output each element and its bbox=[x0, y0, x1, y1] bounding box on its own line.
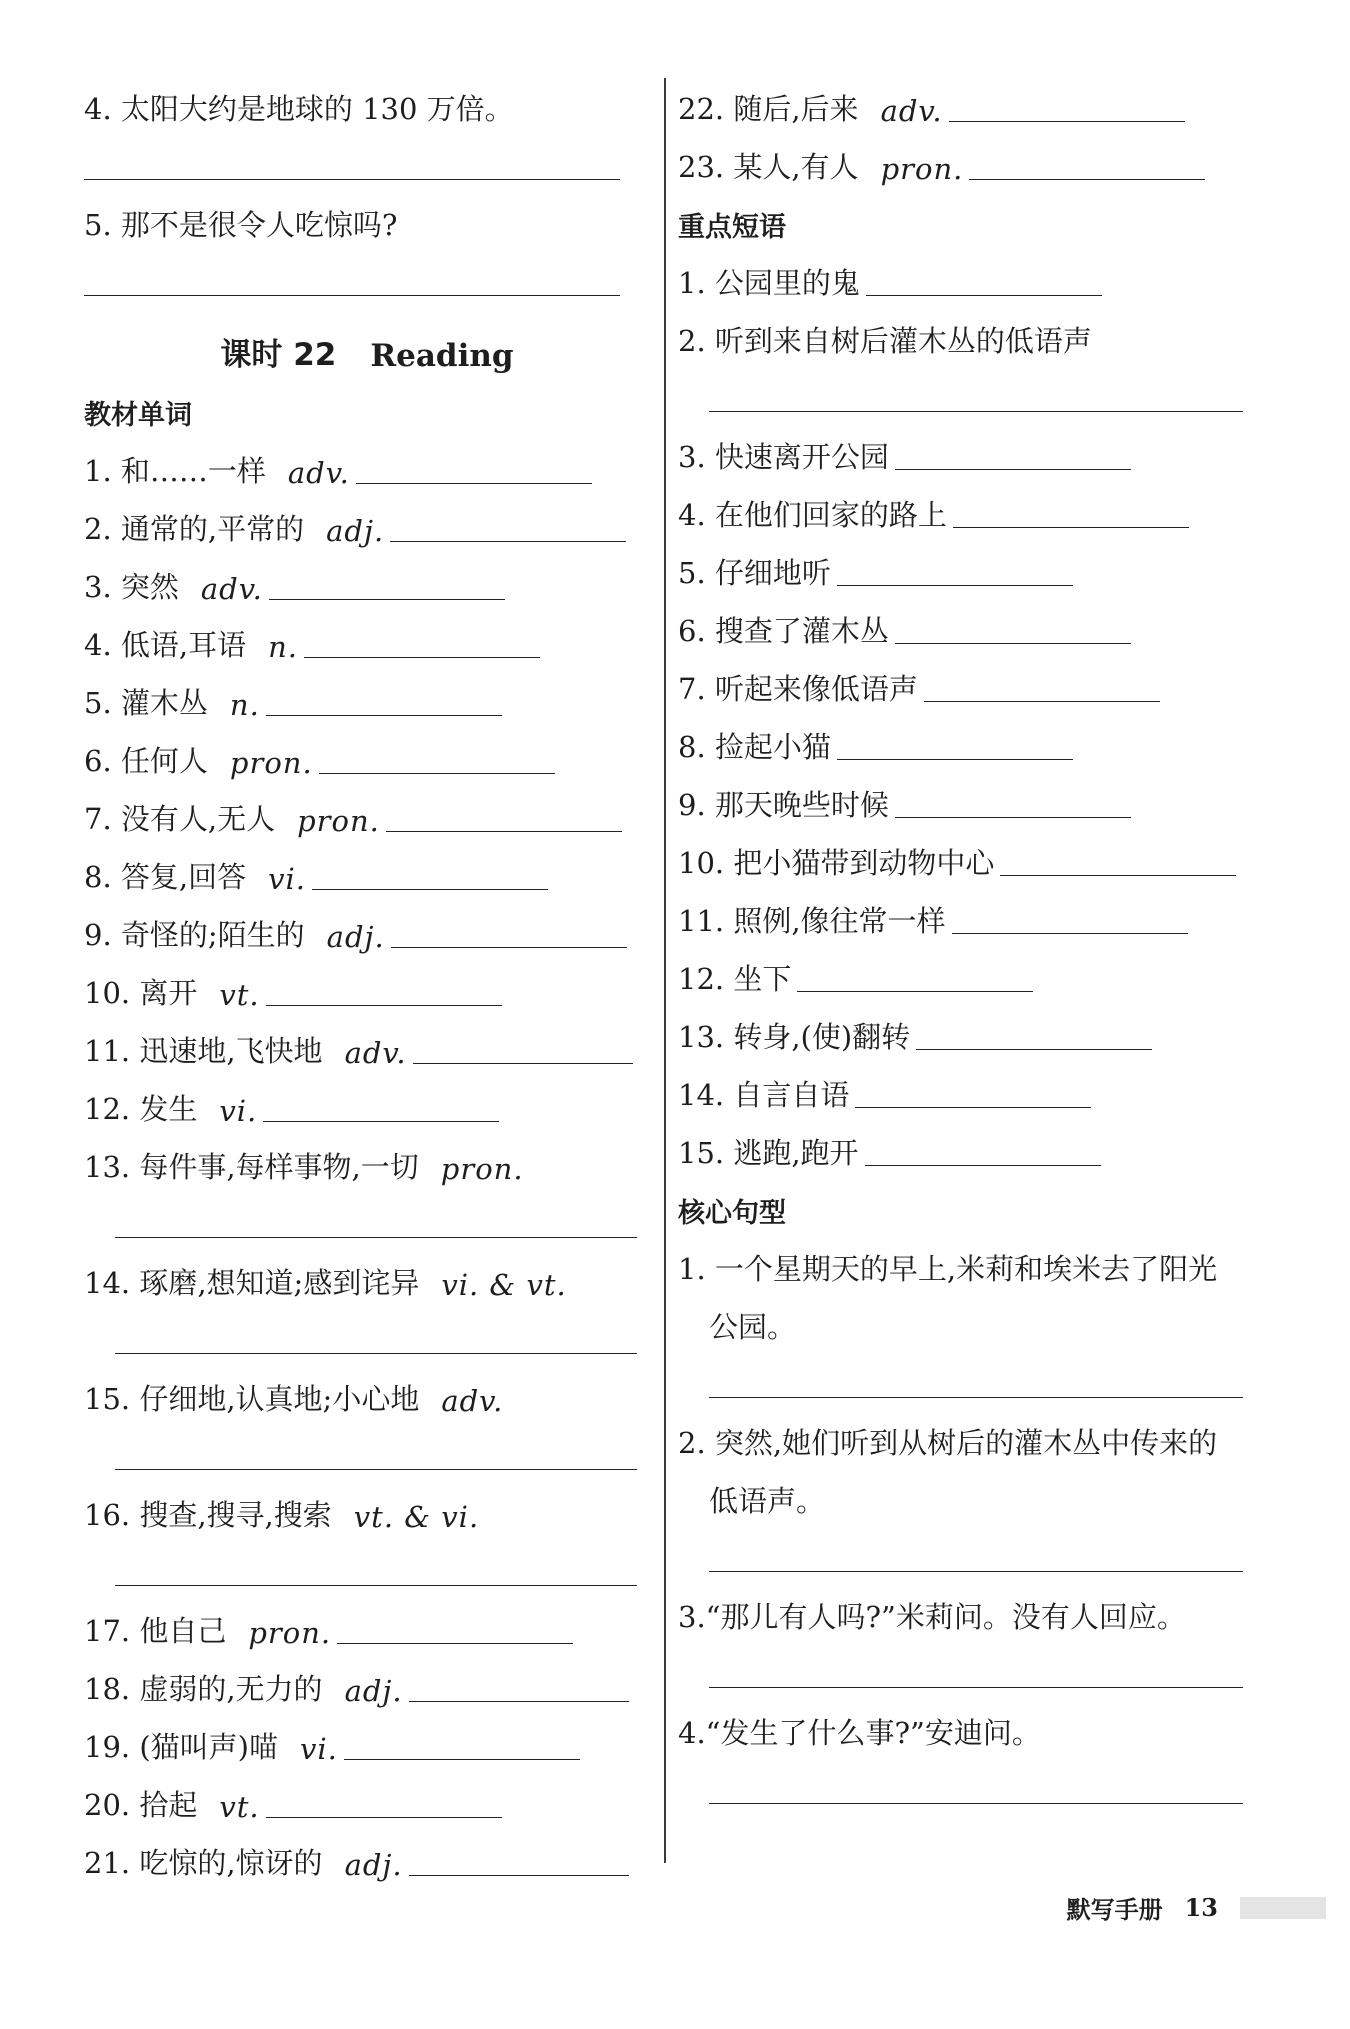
vocab-item: 5. 灌木丛 n. bbox=[84, 664, 650, 722]
answer-line[interactable] bbox=[84, 128, 650, 186]
answer-line[interactable] bbox=[797, 990, 1033, 992]
section-heading-words: 教材单词 bbox=[84, 400, 192, 431]
vocab-item: 4. 低语,耳语 n. bbox=[84, 606, 650, 664]
vocab-item: 1. 和……一样 adv. bbox=[84, 432, 650, 490]
answer-line[interactable] bbox=[678, 1752, 1250, 1810]
answer-line[interactable] bbox=[386, 830, 622, 832]
phrase-item: 6. 搜查了灌木丛 bbox=[678, 592, 1250, 650]
answer-line[interactable] bbox=[1000, 874, 1236, 876]
answer-line[interactable] bbox=[865, 1164, 1101, 1166]
vocab-item: 18. 虚弱的,无力的 adj. bbox=[84, 1650, 650, 1708]
answer-line[interactable] bbox=[263, 1120, 499, 1122]
phrase-item: 5. 仔细地听 bbox=[678, 534, 1250, 592]
footer-label: 默写手册 bbox=[1066, 1896, 1163, 1924]
phrase-item: 12. 坐下 bbox=[678, 940, 1250, 998]
lesson-title: 课时 22 Reading bbox=[220, 337, 514, 374]
vocab-item: 2. 通常的,平常的 adj. bbox=[84, 490, 650, 548]
phrase-item: 7. 听起来像低语声 bbox=[678, 650, 1250, 708]
section-heading-sentences: 核心句型 bbox=[678, 1198, 786, 1229]
answer-line[interactable] bbox=[337, 1642, 573, 1644]
answer-line[interactable] bbox=[266, 1816, 502, 1818]
vocab-item: 12. 发生 vi. bbox=[84, 1070, 650, 1128]
vocab-item: 7. 没有人,无人 pron. bbox=[84, 780, 650, 838]
answer-line[interactable] bbox=[895, 468, 1131, 470]
answer-line[interactable] bbox=[391, 946, 627, 948]
answer-line[interactable] bbox=[84, 1418, 650, 1476]
phrase-item: 2. 听到来自树后灌木丛的低语声 bbox=[678, 324, 1092, 358]
answer-line[interactable] bbox=[895, 642, 1131, 644]
vocab-item: 22. 随后,后来 adv. bbox=[678, 70, 1250, 128]
answer-line[interactable] bbox=[413, 1062, 633, 1064]
footer-bar bbox=[1240, 1897, 1326, 1919]
vocab-item: 10. 离开 vt. bbox=[84, 954, 650, 1012]
answer-line[interactable] bbox=[84, 1534, 650, 1592]
vocab-item: 21. 吃惊的,惊讶的 adj. bbox=[84, 1824, 650, 1882]
answer-line[interactable] bbox=[949, 120, 1185, 122]
vocab-item: 3. 突然 adv. bbox=[84, 548, 650, 606]
answer-line[interactable] bbox=[312, 888, 548, 890]
answer-line[interactable] bbox=[266, 1004, 502, 1006]
sentence-item: 3.“那儿有人吗?”米莉问。没有人回应。 bbox=[678, 1600, 1186, 1634]
answer-line[interactable] bbox=[356, 482, 592, 484]
answer-line[interactable] bbox=[953, 526, 1189, 528]
vocab-item: 23. 某人,有人 pron. bbox=[678, 128, 1250, 186]
phrase-item: 10. 把小猫带到动物中心 bbox=[678, 824, 1250, 882]
answer-line[interactable] bbox=[409, 1874, 629, 1876]
answer-line[interactable] bbox=[678, 1636, 1250, 1694]
answer-line[interactable] bbox=[84, 1186, 650, 1244]
vocab-item: 11. 迅速地,飞快地 adv. bbox=[84, 1012, 650, 1070]
phrase-item: 14. 自言自语 bbox=[678, 1056, 1250, 1114]
answer-line[interactable] bbox=[855, 1106, 1091, 1108]
question-item: 4. 太阳大约是地球的 130 万倍。 bbox=[84, 92, 514, 126]
phrase-item: 3. 快速离开公园 bbox=[678, 418, 1250, 476]
right-column bbox=[678, 70, 1250, 1810]
phrase-item: 11. 照例,像往常一样 bbox=[678, 882, 1250, 940]
answer-line[interactable] bbox=[895, 816, 1131, 818]
vocab-item: 14. 琢磨,想知道;感到诧异 vi. & vt. bbox=[84, 1266, 567, 1302]
page-number: 13 bbox=[1184, 1893, 1218, 1922]
vocab-item: 15. 仔细地,认真地;小心地 adv. bbox=[84, 1382, 504, 1418]
answer-line[interactable] bbox=[837, 758, 1073, 760]
section-heading-phrases: 重点短语 bbox=[678, 212, 786, 243]
phrase-item: 13. 转身,(使)翻转 bbox=[678, 998, 1250, 1056]
answer-line[interactable] bbox=[84, 244, 650, 302]
answer-line[interactable] bbox=[969, 178, 1205, 180]
answer-line[interactable] bbox=[319, 772, 555, 774]
answer-line[interactable] bbox=[678, 1346, 1250, 1404]
phrase-item: 8. 捡起小猫 bbox=[678, 708, 1250, 766]
vocab-item: 6. 任何人 pron. bbox=[84, 722, 650, 780]
answer-line[interactable] bbox=[409, 1700, 629, 1702]
answer-line[interactable] bbox=[84, 1302, 650, 1360]
answer-line[interactable] bbox=[924, 700, 1160, 702]
page-footer bbox=[1067, 1890, 1350, 1925]
answer-line[interactable] bbox=[678, 1520, 1250, 1578]
vocab-item: 13. 每件事,每样事物,一切 pron. bbox=[84, 1150, 524, 1186]
phrase-item: 4. 在他们回家的路上 bbox=[678, 476, 1250, 534]
answer-line[interactable] bbox=[344, 1758, 580, 1760]
answer-line[interactable] bbox=[390, 540, 626, 542]
answer-line[interactable] bbox=[678, 360, 1250, 418]
answer-line[interactable] bbox=[837, 584, 1073, 586]
answer-line[interactable] bbox=[866, 294, 1102, 296]
vocab-item: 8. 答复,回答 vi. bbox=[84, 838, 650, 896]
phrase-item: 9. 那天晚些时候 bbox=[678, 766, 1250, 824]
sentence-item: 1. 一个星期天的早上,米莉和埃米去了阳光 公园。 bbox=[678, 1252, 1218, 1344]
vocab-item: 17. 他自己 pron. bbox=[84, 1592, 650, 1650]
question-item: 5. 那不是很令人吃惊吗? bbox=[84, 208, 398, 242]
column-divider bbox=[664, 78, 666, 1863]
sentence-item: 4.“发生了什么事?”安迪问。 bbox=[678, 1716, 1041, 1750]
vocab-item: 19. (猫叫声)喵 vi. bbox=[84, 1708, 650, 1766]
answer-line[interactable] bbox=[304, 656, 540, 658]
vocab-item: 16. 搜查,搜寻,搜索 vt. & vi. bbox=[84, 1498, 480, 1534]
answer-line[interactable] bbox=[916, 1048, 1152, 1050]
sentence-item: 2. 突然,她们听到从树后的灌木丛中传来的 低语声。 bbox=[678, 1426, 1218, 1518]
vocab-item: 9. 奇怪的;陌生的 adj. bbox=[84, 896, 650, 954]
answer-line[interactable] bbox=[269, 598, 505, 600]
phrase-item: 1. 公园里的鬼 bbox=[678, 244, 1250, 302]
answer-line[interactable] bbox=[952, 932, 1188, 934]
vocab-item: 20. 拾起 vt. bbox=[84, 1766, 650, 1824]
answer-line[interactable] bbox=[266, 714, 502, 716]
phrase-item: 15. 逃跑,跑开 bbox=[678, 1114, 1250, 1172]
left-column bbox=[84, 70, 650, 1882]
